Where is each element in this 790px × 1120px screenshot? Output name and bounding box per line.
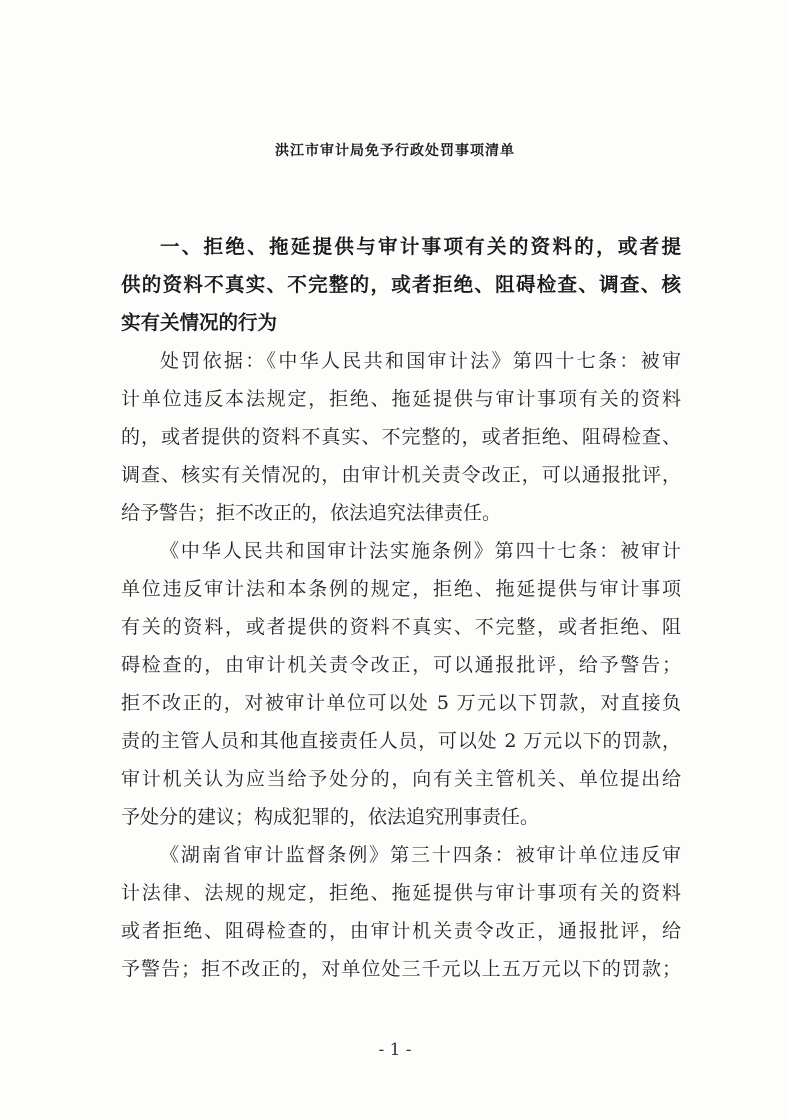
paragraph-line: 计法律、法规的规定，拒绝、拖延提供与审计事项有关的资料	[121, 882, 681, 904]
section-heading-line: 实有关情况的行为	[121, 311, 278, 334]
paragraph-line: 《湖南省审计监督条例》第三十四条：被审计单位违反审	[160, 844, 681, 866]
paragraph-line: 处罚依据：《中华人民共和国审计法》第四十七条：被审	[160, 350, 681, 372]
paragraph-line: 或者拒绝、阻碍检查的，由审计机关责令改正，通报批评，给	[121, 920, 681, 942]
paragraph-line: 《中华人民共和国审计法实施条例》第四十七条：被审计	[160, 540, 681, 562]
paragraph-line: 碍检查的，由审计机关责令改正，可以通报批评，给予警告；	[121, 654, 681, 676]
paragraph-line: 拒不改正的，对被审计单位可以处 5 万元以下罚款，对直接负	[121, 692, 681, 714]
document-title: 洪江市审计局免予行政处罚事项清单	[275, 143, 515, 159]
section-heading-line: 一、拒绝、拖延提供与审计事项有关的资料的，或者提	[160, 235, 681, 258]
paragraph-line: 给予警告；拒不改正的，依法追究法律责任。	[121, 502, 502, 524]
section-heading-line: 供的资料不真实、不完整的，或者拒绝、阻碍检查、调查、核	[121, 273, 681, 296]
paragraph-line: 审计机关认为应当给予处分的，向有关主管机关、单位提出给	[121, 768, 681, 790]
paragraph-line: 单位违反审计法和本条例的规定，拒绝、拖延提供与审计事项	[121, 578, 681, 600]
paragraph-line: 有关的资料，或者提供的资料不真实、不完整，或者拒绝、阻	[121, 616, 681, 638]
paragraph-line: 予警告；拒不改正的，对单位处三千元以上五万元以下的罚款；	[121, 958, 681, 980]
paragraph-line: 调查、核实有关情况的，由审计机关责令改正，可以通报批评，	[121, 464, 681, 486]
paragraph-line: 责的主管人员和其他直接责任人员，可以处 2 万元以下的罚款，	[121, 730, 681, 752]
paragraph-line: 计单位违反本法规定，拒绝、拖延提供与审计事项有关的资料	[121, 388, 681, 410]
page-number: - 1 -	[378, 1040, 412, 1060]
paragraph-line: 的，或者提供的资料不真实、不完整的，或者拒绝、阻碍检查、	[121, 426, 681, 448]
paragraph-line: 予处分的建议；构成犯罪的，依法追究刑事责任。	[121, 806, 540, 828]
